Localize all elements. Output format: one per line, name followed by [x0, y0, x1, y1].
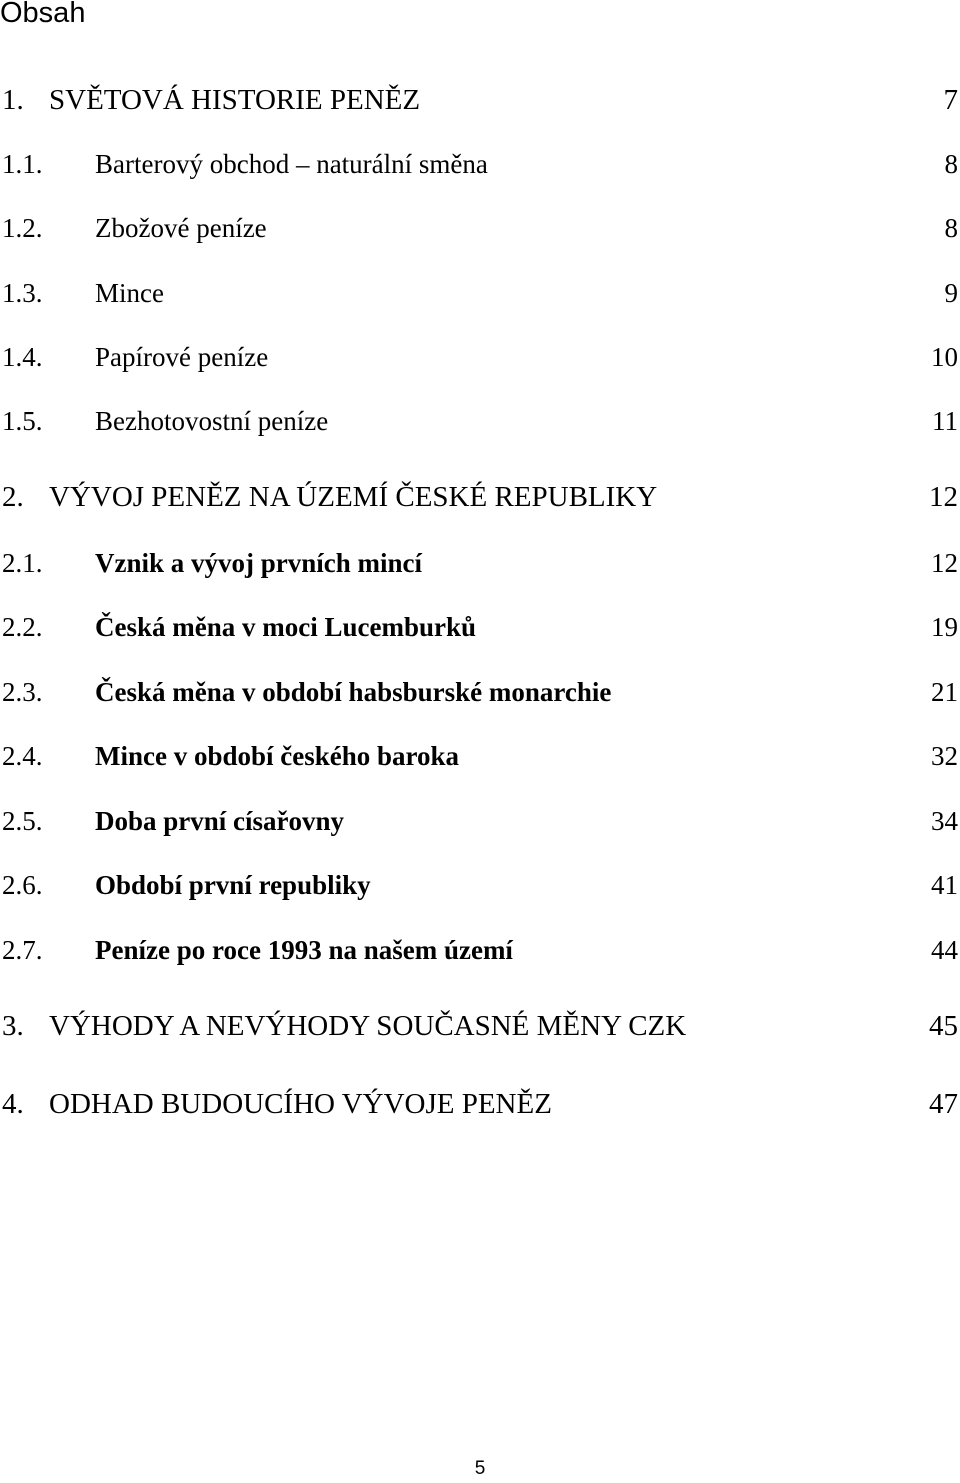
toc-entry-page: 12 — [931, 548, 958, 578]
toc-entry-number: 2.4. — [2, 741, 43, 771]
toc-entry-page: 10 — [931, 342, 958, 372]
toc-entry-title: Mince v období českého baroka — [95, 741, 460, 771]
toc-entry-number: 2.1. — [2, 548, 43, 578]
toc-entry-title: Česká měna v období habsburské monarchie — [95, 677, 612, 707]
toc-entry-page: 11 — [932, 406, 958, 436]
toc-entry-number: 1.5. — [2, 406, 43, 436]
page-number: 5 — [474, 1458, 486, 1479]
toc-entry-title: VÝHODY A NEVÝHODY SOUČASNÉ MĚNY CZK — [49, 1010, 687, 1042]
toc-entry-section-2-5[interactable] — [0, 801, 958, 841]
toc-entry-page: 47 — [929, 1088, 958, 1120]
toc-entry-number: 2.3. — [2, 677, 43, 707]
toc-entry-title: Peníze po roce 1993 na našem území — [95, 935, 513, 965]
toc-entry-number: 2. — [2, 481, 24, 513]
toc-entry-section-1-1[interactable] — [0, 144, 958, 184]
toc-entry-number: 2.6. — [2, 870, 43, 900]
toc-entry-section-2-2[interactable] — [0, 607, 958, 647]
toc-entry-title: Česká měna v moci Lucemburků — [95, 612, 477, 642]
toc-entry-page: 19 — [931, 612, 958, 642]
toc-entry-page: 8 — [944, 213, 958, 243]
toc-heading: Obsah — [0, 0, 86, 29]
toc-entry-number: 2.7. — [2, 935, 43, 965]
toc-entry-page: 34 — [931, 806, 958, 836]
toc-entry-number: 1.3. — [2, 278, 43, 308]
toc-entry-number: 3. — [2, 1010, 24, 1042]
toc-entry-page: 7 — [943, 84, 958, 116]
toc-entry-number: 2.5. — [2, 806, 43, 836]
toc-entry-section-2-4[interactable] — [0, 736, 958, 776]
toc-entry-page: 9 — [944, 278, 958, 308]
toc-entry-number: 1.1. — [2, 149, 43, 179]
toc-entry-section-2-7[interactable] — [0, 930, 958, 970]
toc-entry-title: Mince — [95, 278, 164, 308]
toc-entry-chapter-3[interactable] — [0, 1006, 958, 1046]
toc-entry-number: 1.2. — [2, 213, 43, 243]
toc-entry-title: Zbožové peníze — [95, 213, 267, 243]
toc-entry-title: VÝVOJ PENĚZ NA ÚZEMÍ ČESKÉ REPUBLIKY — [49, 481, 658, 513]
toc-entry-page: 32 — [931, 741, 958, 771]
toc-entry-section-2-6[interactable] — [0, 865, 958, 905]
toc-entry-page: 21 — [931, 677, 958, 707]
toc-entry-number: 2.2. — [2, 612, 43, 642]
toc-entry-title: Období první republiky — [95, 870, 371, 900]
toc-entry-number: 4. — [2, 1088, 24, 1120]
toc-entry-chapter-4[interactable] — [0, 1084, 958, 1124]
toc-entry-page: 45 — [929, 1010, 958, 1042]
toc-entry-page: 44 — [931, 935, 958, 965]
toc-entry-title: SVĚTOVÁ HISTORIE PENĚZ — [49, 84, 421, 116]
toc-entry-title: ODHAD BUDOUCÍHO VÝVOJE PENĚZ — [49, 1088, 552, 1120]
toc-entry-chapter-2[interactable] — [0, 477, 958, 517]
toc-entry-section-1-3[interactable] — [0, 273, 958, 313]
toc-entry-title: Barterový obchod – naturální směna — [95, 149, 488, 179]
toc-entry-page: 8 — [944, 149, 958, 179]
toc-entry-number: 1.4. — [2, 342, 43, 372]
toc-entry-page: 41 — [931, 870, 958, 900]
toc-entry-title: Vznik a vývoj prvních mincí — [95, 548, 423, 578]
toc-entry-section-2-3[interactable] — [0, 672, 958, 712]
toc-entry-title: Bezhotovostní peníze — [95, 406, 329, 436]
toc-entry-chapter-1[interactable] — [0, 80, 958, 120]
toc-entry-section-2-1[interactable] — [0, 543, 958, 583]
toc-entry-section-1-4[interactable] — [0, 337, 958, 377]
toc-entry-section-1-5[interactable] — [0, 401, 958, 441]
toc-entry-number: 1. — [2, 84, 24, 116]
toc-entry-title: Doba první císařovny — [95, 806, 345, 836]
toc-entry-section-1-2[interactable] — [0, 208, 958, 248]
toc-entry-page: 12 — [929, 481, 958, 513]
toc-entry-title: Papírové peníze — [95, 342, 269, 372]
